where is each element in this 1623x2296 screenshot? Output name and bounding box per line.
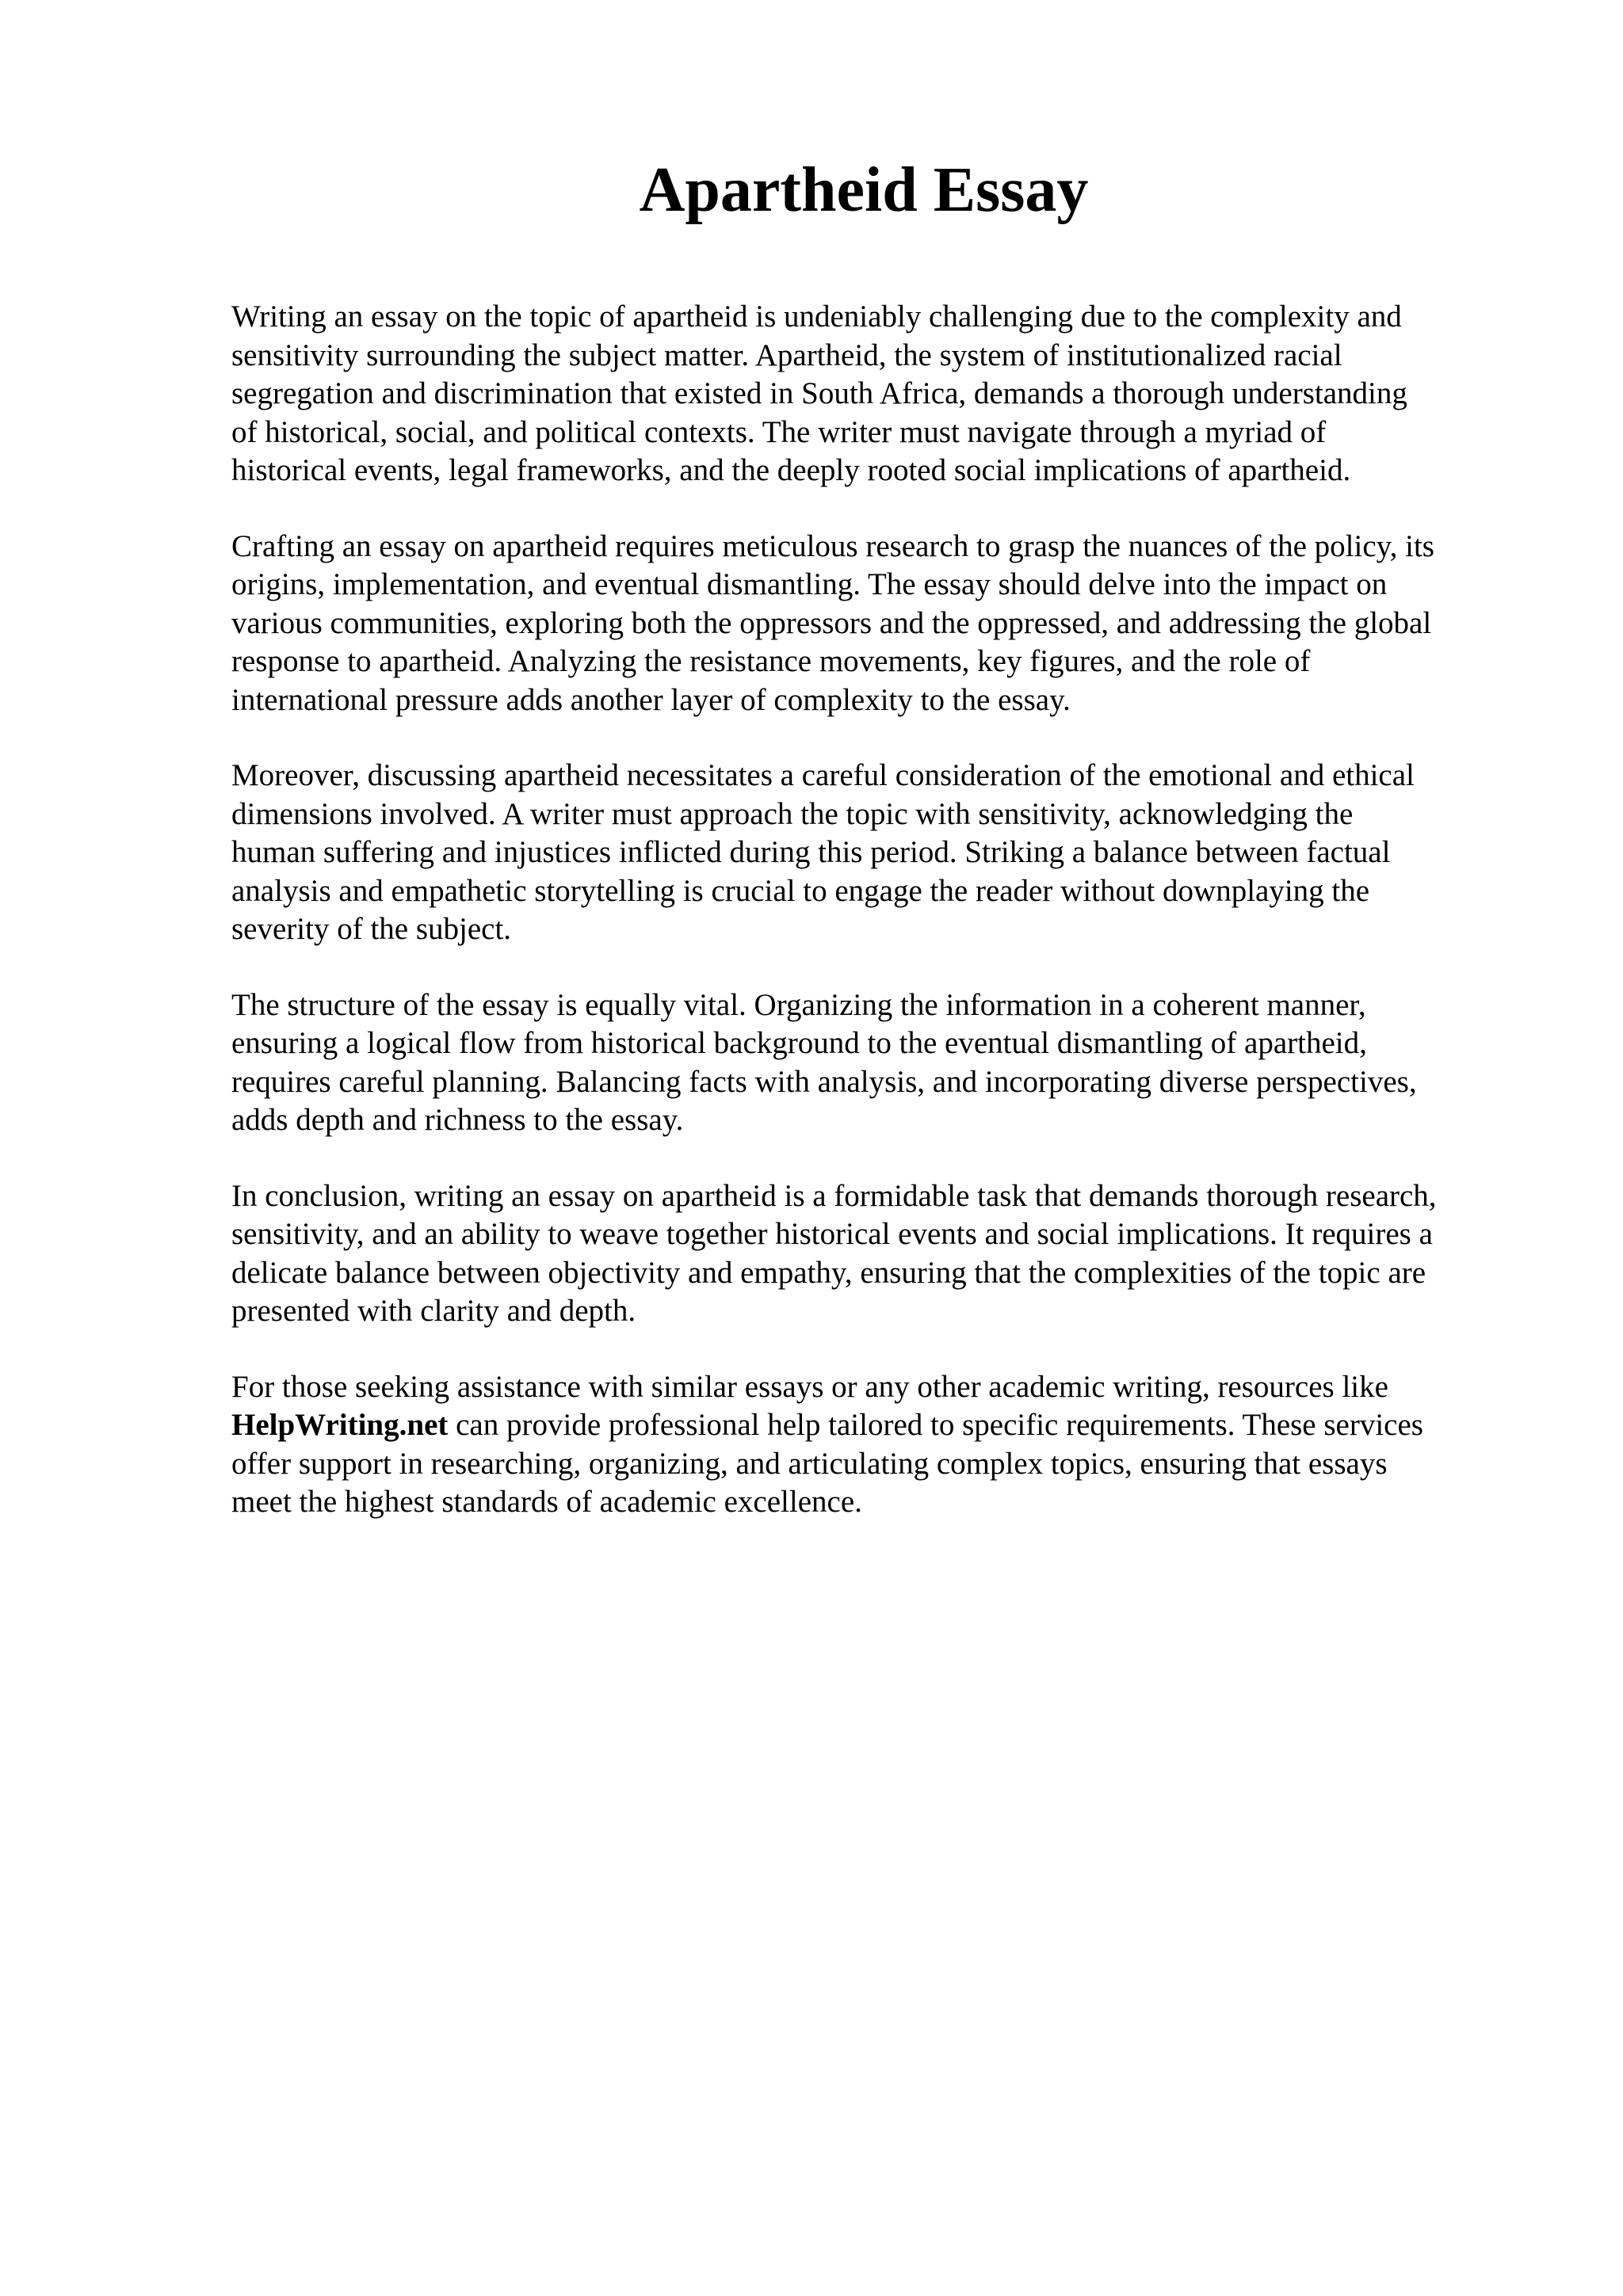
paragraph-line: For those seeking assistance with similar essays or any other academic writing, resources like [231, 1369, 1388, 1404]
paragraph-2 [231, 528, 1594, 720]
paragraph-5 [231, 1177, 1594, 1331]
paragraph-line: meet the highest standards of academic excellence. [231, 1485, 862, 1519]
document-title: Apartheid Essay [639, 155, 1089, 225]
paragraph-line: dimensions involved. A writer must approach the topic with sensitivity, acknowledging the [231, 796, 1354, 831]
paragraph-3 [231, 757, 1594, 949]
brand-link-helpwriting[interactable]: HelpWriting.net [231, 1408, 449, 1442]
paragraph-line: sensitivity surrounding the subject matter. Apartheid, the system of institutionalized racial [231, 338, 1342, 372]
paragraph-line: The structure of the essay is equally vital. Organizing the information in a coherent manner, [231, 987, 1366, 1022]
paragraph-line: Writing an essay on the topic of apartheid is undeniably challenging due to the complexity and [231, 299, 1402, 334]
paragraph-4 [231, 986, 1594, 1140]
paragraph-closing [231, 1368, 1594, 1522]
paragraph-line: various communities, exploring both the oppressors and the oppressed, and addressing the global [231, 605, 1432, 640]
paragraph-line: response to apartheid. Analyzing the resistance movements, key figures, and the role of [231, 644, 1311, 678]
paragraph-line: Moreover, discussing apartheid necessitates a careful consideration of the emotional and ethical [231, 758, 1415, 792]
paragraph-line [231, 1406, 1594, 1445]
paragraph-line: sensitivity, and an ability to weave together historical events and social implications. It requires a [231, 1217, 1433, 1251]
paragraph-line: presented with clarity and depth. [231, 1294, 636, 1328]
paragraph-line: analysis and empathetic storytelling is crucial to engage the reader without downplaying the [231, 873, 1370, 908]
paragraph-line: requires careful planning. Balancing facts with analysis, and incorporating diverse perspectives, [231, 1064, 1417, 1099]
paragraph-line: historical events, legal frameworks, and the deeply rooted social implications of apartheid. [231, 453, 1351, 487]
paragraph-line: of historical, social, and political contexts. The writer must navigate through a myriad of [231, 414, 1327, 449]
paragraph-line: adds depth and richness to the essay. [231, 1103, 684, 1137]
paragraph-line: international pressure adds another layer of complexity to the essay. [231, 682, 1071, 717]
paragraph-line: ensuring a logical flow from historical background to the eventual dismantling of apartheid, [231, 1026, 1367, 1060]
paragraph-line: Crafting an essay on apartheid requires meticulous research to grasp the nuances of the policy, its [231, 528, 1434, 563]
paragraph-line: delicate balance between objectivity and empathy, ensuring that the complexities of the topic are [231, 1255, 1426, 1290]
paragraph-1 [231, 298, 1594, 490]
document-body [231, 298, 1594, 1559]
paragraph-line: offer support in researching, organizing, and articulating complex topics, ensuring that essays [231, 1446, 1388, 1481]
paragraph-line: segregation and discrimination that existed in South Africa, demands a thorough understanding [231, 376, 1407, 410]
paragraph-line: human suffering and injustices inflicted during this period. Striking a balance between factual [231, 835, 1391, 869]
paragraph-line: origins, implementation, and eventual dismantling. The essay should delve into the impact on [231, 567, 1388, 601]
paragraph-line: In conclusion, writing an essay on apartheid is a formidable task that demands thorough research, [231, 1178, 1437, 1213]
paragraph-line: severity of the subject. [231, 912, 512, 946]
paragraph-line-text: can provide professional help tailored to specific requirements. These services [448, 1408, 1423, 1442]
